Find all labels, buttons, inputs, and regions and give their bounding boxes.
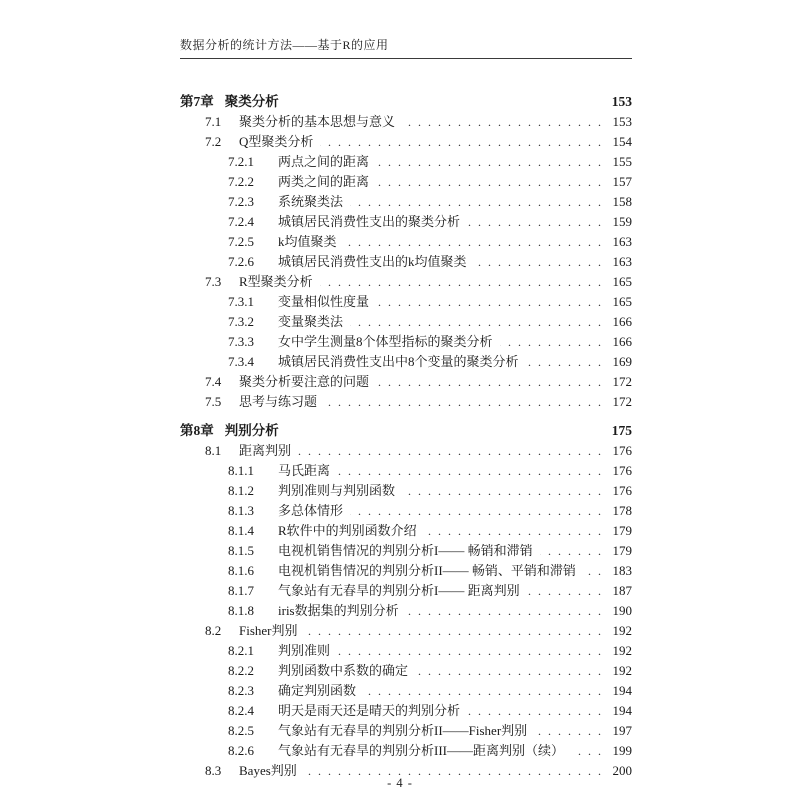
dot-leader xyxy=(350,502,603,521)
dot-leader xyxy=(337,462,603,481)
entry-title: 城镇居民消费性支出中8个变量的聚类分析 xyxy=(278,354,519,369)
entry-title: 判别准则与判别函数 xyxy=(278,483,396,498)
entry-title: Fisher判别 xyxy=(239,623,298,638)
entry-page-number: 169 xyxy=(612,354,632,369)
entry-title: 气象站有无春旱的判别分析III——距离判别（续） xyxy=(278,743,564,758)
toc-entry xyxy=(180,292,632,312)
entry-title: R软件中的判别函数介绍 xyxy=(278,523,417,538)
entry-number: 7.3.4 xyxy=(228,354,254,369)
dot-leader xyxy=(376,373,603,392)
dot-leader xyxy=(583,562,603,581)
chapter-page-number: 153 xyxy=(611,94,632,109)
dot-leader xyxy=(305,622,603,641)
entry-number: 8.1.4 xyxy=(228,523,254,538)
dot-leader xyxy=(337,642,603,661)
entry-page-number: 194 xyxy=(612,703,632,718)
toc-entry xyxy=(180,701,632,721)
entry-page-number: 159 xyxy=(612,214,632,229)
entry-number: 8.1.6 xyxy=(228,563,254,578)
entry-title: 多总体情形 xyxy=(278,503,344,518)
toc-entry xyxy=(180,541,632,561)
toc-entry xyxy=(180,561,632,581)
dot-leader xyxy=(376,293,603,312)
toc-entry xyxy=(180,521,632,541)
dot-leader xyxy=(571,742,603,761)
entry-number: 8.1.7 xyxy=(228,583,254,598)
entry-number: 8.2.1 xyxy=(228,643,254,658)
entry-title: 气象站有无春旱的判别分析II——Fisher判别 xyxy=(278,723,528,738)
entry-title: 距离判别 xyxy=(239,443,292,458)
entry-page-number: 183 xyxy=(612,563,632,578)
entry-number: 8.1.2 xyxy=(228,483,254,498)
entry-title: 气象站有无春旱的判别分析I—— 距离判别 xyxy=(278,583,520,598)
entry-title: 判别准则 xyxy=(278,643,331,658)
entry-title: 变量相似性度量 xyxy=(278,294,370,309)
entry-page-number: 192 xyxy=(612,623,632,638)
dot-leader xyxy=(376,173,603,192)
toc-entry xyxy=(180,392,632,412)
entry-page-number: 194 xyxy=(612,683,632,698)
dot-leader xyxy=(402,482,603,501)
entry-number: 8.2.4 xyxy=(228,703,254,718)
entry-page-number: 158 xyxy=(612,194,632,209)
entry-title: 马氏距离 xyxy=(278,463,331,478)
entry-number: 7.2.4 xyxy=(228,214,254,229)
dot-leader xyxy=(376,153,603,172)
entry-title: 确定判别函数 xyxy=(278,683,357,698)
entry-number: 7.2.6 xyxy=(228,254,254,269)
toc-entry xyxy=(180,621,632,641)
dot-leader xyxy=(467,702,603,721)
entry-page-number: 166 xyxy=(612,334,632,349)
chapter-block xyxy=(180,421,632,781)
entry-title: iris数据集的判别分析 xyxy=(278,603,399,618)
entry-page-number: 172 xyxy=(612,394,632,409)
entry-page-number: 155 xyxy=(612,154,632,169)
entry-page-number: 192 xyxy=(612,663,632,678)
entry-title: 电视机销售情况的判别分析I—— 畅销和滞销 xyxy=(278,543,533,558)
toc-entry xyxy=(180,152,632,172)
entry-number: 7.2.3 xyxy=(228,194,254,209)
entry-number: 7.5 xyxy=(205,394,222,409)
entry-page-number: 165 xyxy=(612,294,632,309)
entry-number: 7.2.2 xyxy=(228,174,254,189)
page-content xyxy=(180,38,632,781)
entry-number: 7.1 xyxy=(205,114,222,129)
toc-entry xyxy=(180,312,632,332)
dot-leader xyxy=(526,353,603,372)
entry-title: 城镇居民消费性支出的k均值聚类 xyxy=(278,254,467,269)
dot-leader xyxy=(467,213,603,232)
entry-page-number: 165 xyxy=(612,274,632,289)
chapter-title: 聚类分析 xyxy=(224,94,279,109)
entry-number: 8.2.6 xyxy=(228,743,254,758)
entry-title: 女中学生测量8个体型指标的聚类分析 xyxy=(278,334,493,349)
entry-number: 7.3.3 xyxy=(228,334,254,349)
entry-number: 8.1.5 xyxy=(228,543,254,558)
entry-number: 7.2 xyxy=(205,134,222,149)
entry-title: 聚类分析的基本思想与意义 xyxy=(239,114,396,129)
entry-page-number: 163 xyxy=(612,254,632,269)
entry-title: 变量聚类法 xyxy=(278,314,344,329)
entry-title: k均值聚类 xyxy=(278,234,337,249)
entry-title: 判别函数中系数的确定 xyxy=(278,663,409,678)
toc-entry xyxy=(180,232,632,252)
toc-entry xyxy=(180,481,632,501)
entry-number: 8.1.1 xyxy=(228,463,254,478)
chapter-page-number: 175 xyxy=(611,423,632,438)
dot-leader xyxy=(402,113,603,132)
dot-leader xyxy=(350,193,603,212)
dot-leader xyxy=(500,333,603,352)
toc-entry xyxy=(180,332,632,352)
entry-number: 7.2.1 xyxy=(228,154,254,169)
entry-number: 8.2.3 xyxy=(228,683,254,698)
toc-entry xyxy=(180,501,632,521)
entry-title: Q型聚类分析 xyxy=(239,134,314,149)
entry-number: 8.2 xyxy=(205,623,222,638)
dot-leader xyxy=(324,393,603,412)
entry-title: 明天是雨天还是晴天的判别分析 xyxy=(278,703,461,718)
entry-page-number: 179 xyxy=(612,523,632,538)
dot-leader xyxy=(344,233,603,252)
entry-page-number: 154 xyxy=(612,134,632,149)
entry-number: 8.2.5 xyxy=(228,723,254,738)
toc-entry xyxy=(180,172,632,192)
entry-number: 8.1.3 xyxy=(228,503,254,518)
toc-entry xyxy=(180,192,632,212)
entry-title: 城镇居民消费性支出的聚类分析 xyxy=(278,214,461,229)
entry-page-number: 166 xyxy=(612,314,632,329)
entry-page-number: 176 xyxy=(612,483,632,498)
entry-title: 思考与练习题 xyxy=(239,394,318,409)
dot-leader xyxy=(320,133,603,152)
entry-page-number: 192 xyxy=(612,643,632,658)
entry-title: 两点之间的距离 xyxy=(278,154,370,169)
entry-number: 8.3 xyxy=(205,763,222,778)
entry-page-number: 157 xyxy=(612,174,632,189)
chapter-heading xyxy=(180,92,632,111)
entry-title: Bayes判别 xyxy=(239,763,297,778)
entry-number: 8.1.8 xyxy=(228,603,254,618)
entry-page-number: 176 xyxy=(612,443,632,458)
entry-page-number: 179 xyxy=(612,543,632,558)
dot-leader xyxy=(540,542,603,561)
entry-page-number: 172 xyxy=(612,374,632,389)
toc-entry xyxy=(180,272,632,292)
toc-entry xyxy=(180,252,632,272)
dot-leader xyxy=(424,522,603,541)
toc xyxy=(180,92,632,781)
dot-leader xyxy=(415,662,603,681)
dot-leader xyxy=(350,313,603,332)
entry-number: 8.2.2 xyxy=(228,663,254,678)
dot-leader xyxy=(320,273,603,292)
dot-leader xyxy=(363,682,603,701)
chapter-label: 第8章 xyxy=(180,423,214,438)
entry-number: 7.3.2 xyxy=(228,314,254,329)
entry-title: 两类之间的距离 xyxy=(278,174,370,189)
entry-page-number: 197 xyxy=(612,723,632,738)
entry-title: 聚类分析要注意的问题 xyxy=(239,374,370,389)
toc-entry xyxy=(180,372,632,392)
chapter-title: 判别分析 xyxy=(224,423,279,438)
page-number-footer: - 4 - xyxy=(387,776,413,790)
chapter-heading xyxy=(180,421,632,440)
entry-page-number: 163 xyxy=(612,234,632,249)
toc-entry xyxy=(180,661,632,681)
dot-leader xyxy=(534,722,603,741)
toc-entry xyxy=(180,441,632,461)
toc-entry xyxy=(180,581,632,601)
entry-page-number: 200 xyxy=(612,763,632,778)
entry-number: 7.4 xyxy=(205,374,222,389)
toc-entry xyxy=(180,212,632,232)
toc-entry xyxy=(180,721,632,741)
entry-number: 7.3.1 xyxy=(228,294,254,309)
toc-entry xyxy=(180,601,632,621)
dot-leader xyxy=(298,442,603,461)
entry-number: 7.2.5 xyxy=(228,234,254,249)
entry-title: 系统聚类法 xyxy=(278,194,344,209)
toc-entry xyxy=(180,352,632,372)
toc-entry xyxy=(180,641,632,661)
entry-page-number: 153 xyxy=(612,114,632,129)
entry-number: 8.1 xyxy=(205,443,222,458)
running-head-title: 数据分析的统计方法——基于R的应用 xyxy=(180,38,632,59)
entry-number: 7.3 xyxy=(205,274,222,289)
entry-page-number: 178 xyxy=(612,503,632,518)
dot-leader xyxy=(527,582,603,601)
entry-page-number: 190 xyxy=(612,603,632,618)
chapter-block xyxy=(180,92,632,412)
chapter-label: 第7章 xyxy=(180,94,214,109)
toc-entry xyxy=(180,741,632,761)
dot-leader xyxy=(406,602,603,621)
entry-title: R型聚类分析 xyxy=(239,274,313,289)
toc-entry xyxy=(180,112,632,132)
toc-entry xyxy=(180,461,632,481)
entry-page-number: 199 xyxy=(612,743,632,758)
entry-page-number: 176 xyxy=(612,463,632,478)
toc-entry xyxy=(180,132,632,152)
toc-entry xyxy=(180,681,632,701)
dot-leader xyxy=(474,253,603,272)
entry-page-number: 187 xyxy=(612,583,632,598)
entry-title: 电视机销售情况的判别分析II—— 畅销、平销和滞销 xyxy=(278,563,576,578)
